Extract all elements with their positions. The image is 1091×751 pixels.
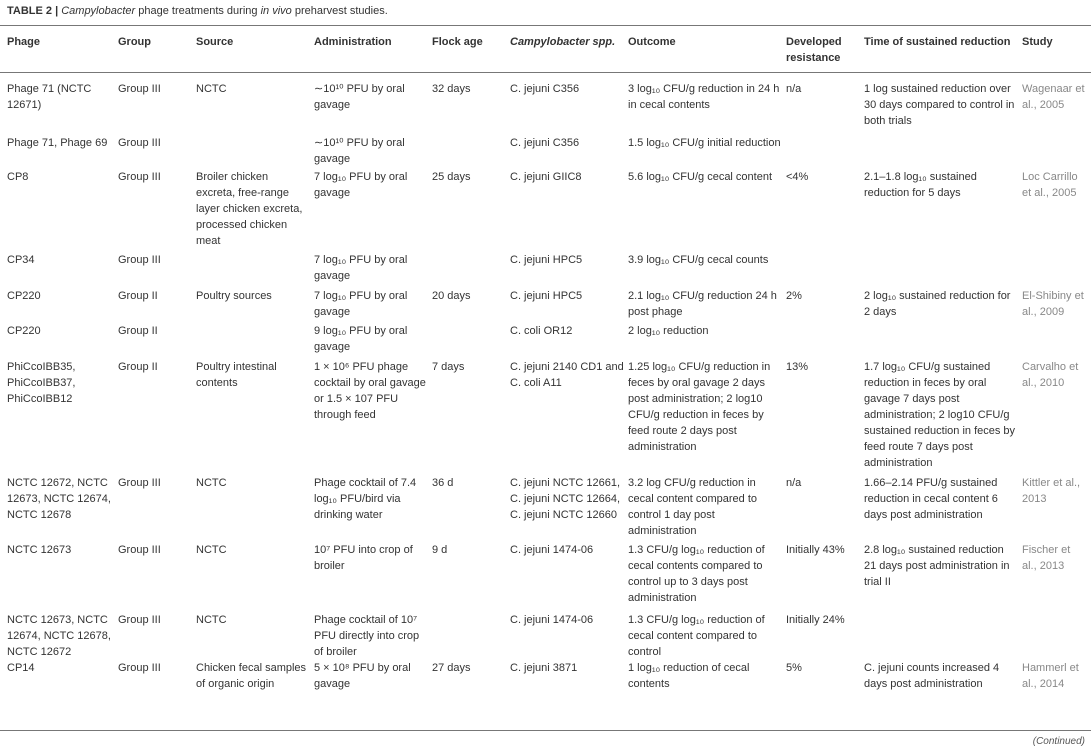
cell-flock-age: 9 d (432, 544, 448, 556)
cell-group: Group III (118, 254, 161, 266)
cell-outcome: 3 log₁₀ CFU/g reduction in 24 h in cecal contents (628, 83, 780, 111)
cell-administration: ∼10¹⁰ PFU by oral gavage (314, 83, 405, 111)
cell-time: 2 log₁₀ sustained reduction for 2 days (864, 290, 1011, 318)
cell-phage: CP8 (7, 171, 29, 183)
cell-outcome: 3.2 log CFU/g reduction in cecal content compared to control 1 day post administration (628, 477, 758, 537)
table-row (0, 539, 1091, 606)
cell-resistance: Initially 43% (786, 544, 845, 556)
cell-phage: NCTC 12673 (7, 544, 72, 556)
cell-source: NCTC (196, 477, 227, 489)
cell-time: 2.8 log₁₀ sustained reduction 21 days post administration in trial II (864, 544, 1010, 588)
col-header-group: Group (118, 30, 196, 73)
cell-flock-age (432, 249, 510, 284)
col-header-study: Study (1022, 30, 1091, 73)
cell-study (1022, 606, 1091, 660)
cell-species: C. jejuni HPC5 (510, 290, 583, 302)
cell-study: Wagenaar et al., 2005 (1022, 83, 1085, 111)
table-label: TABLE 2 | (7, 5, 59, 17)
caption-genus: Campylobacter (61, 5, 136, 17)
cell-outcome: 1.25 log₁₀ CFU/g reduction in feces by oral gavage 2 days post administration; 2 log10 CFU/g reduction in feces by feed route 2 days post administration (628, 361, 771, 453)
cell-flock-age: 7 days (432, 361, 465, 373)
cell-phage: PhiCcoIBB35, PhiCcoIBB37, PhiCcoIBB12 (7, 361, 76, 405)
cell-species: C. jejuni 1474-06 (510, 544, 594, 556)
cell-study (1022, 129, 1091, 167)
cell-phage: Phage 71, Phage 69 (7, 137, 108, 149)
cell-outcome: 1.5 log₁₀ CFU/g initial reduction (628, 137, 781, 149)
cell-group: Group II (118, 325, 158, 337)
cell-source (196, 320, 314, 355)
cell-phage: Phage 71 (NCTC 12671) (7, 83, 92, 111)
cell-time (864, 606, 1022, 660)
cell-time (864, 320, 1022, 355)
cell-resistance: n/a (786, 83, 802, 95)
table-row (0, 73, 1091, 130)
cell-species: C. jejuni C356 (510, 137, 580, 149)
cell-source: NCTC (196, 614, 227, 626)
cell-source: Broiler chicken excreta, free-range layer chicken excreta, processed chicken meat (196, 171, 303, 247)
cell-phage: NCTC 12672, NCTC 12673, NCTC 12674, NCTC 12678 (7, 477, 111, 521)
cell-administration: 9 log₁₀ PFU by oral gavage (314, 325, 408, 353)
bottom-rule (0, 730, 1091, 731)
col-header-species: Campylobacter spp. (510, 30, 628, 73)
cell-species: C. jejuni 3871 (510, 662, 578, 674)
cell-study: Kittler et al., 2013 (1022, 477, 1081, 505)
table-row (0, 606, 1091, 660)
cell-species: C. jejuni GIIC8 (510, 171, 582, 183)
cell-source: NCTC (196, 83, 227, 95)
cell-species: C. coli OR12 (510, 325, 573, 337)
cell-flock-age: 25 days (432, 171, 471, 183)
cell-source: Chicken fecal samples of organic origin (196, 662, 307, 690)
col-header-outcome: Outcome (628, 30, 786, 73)
cell-resistance: 2% (786, 290, 802, 302)
cell-group: Group III (118, 544, 161, 556)
cell-species: C. jejuni C356 (510, 83, 580, 95)
cell-flock-age (432, 320, 510, 355)
cell-group: Group III (118, 83, 161, 95)
col-header-source: Source (196, 30, 314, 73)
table-row (0, 249, 1091, 284)
phage-treatment-table (0, 30, 1091, 692)
cell-phage: CP220 (7, 325, 41, 337)
cell-study: El-Shibiny et al., 2009 (1022, 290, 1084, 318)
col-header-time: Time of sustained reduction (864, 30, 1022, 73)
cell-species: C. jejuni 1474-06 (510, 614, 594, 626)
table-caption (7, 5, 388, 17)
cell-phage: CP220 (7, 290, 41, 302)
cell-administration: 7 log₁₀ PFU by oral gavage (314, 171, 408, 199)
cell-administration: 7 log₁₀ PFU by oral gavage (314, 254, 408, 282)
cell-time (864, 129, 1022, 167)
cell-resistance (786, 320, 864, 355)
cell-time: 1 log sustained reduction over 30 days compared to control in both trials (864, 83, 1015, 127)
cell-resistance (786, 129, 864, 167)
cell-flock-age: 36 d (432, 477, 454, 489)
cell-source: Poultry intestinal contents (196, 361, 277, 389)
col-header-administration: Administration (314, 30, 432, 73)
cell-outcome: 1 log₁₀ reduction of cecal contents (628, 662, 750, 690)
cell-resistance: 5% (786, 662, 802, 674)
cell-source (196, 129, 314, 167)
cell-flock-age: 20 days (432, 290, 471, 302)
table-row (0, 471, 1091, 539)
cell-group: Group III (118, 614, 161, 626)
cell-study: Fischer et al., 2013 (1022, 544, 1071, 572)
cell-resistance: n/a (786, 477, 802, 489)
table-row (0, 167, 1091, 249)
cell-outcome: 5.6 log₁₀ CFU/g cecal content (628, 171, 773, 183)
cell-source: NCTC (196, 544, 227, 556)
cell-phage: CP14 (7, 662, 35, 674)
table-row (0, 320, 1091, 355)
cell-species: C. jejuni 2140 CD1 and C. coli A11 (510, 361, 624, 389)
cell-group: Group II (118, 290, 158, 302)
cell-species: C. jejuni NCTC 12661, C. jejuni NCTC 12664, C. jejuni NCTC 12660 (510, 477, 621, 521)
cell-group: Group III (118, 662, 161, 674)
cell-time: 1.7 log₁₀ CFU/g sustained reduction in feces by oral gavage 7 days post administration; 2 log10 CFU/g sustained reduction in feces by feed route 7 days post administration (864, 361, 1016, 469)
cell-time: 1.66–2.14 PFU/g sustained reduction in cecal content 6 days post administration (864, 477, 998, 521)
cell-group: Group III (118, 137, 161, 149)
cell-group: Group III (118, 171, 161, 183)
cell-study: Carvalho et al., 2010 (1022, 361, 1079, 389)
col-header-phage: Phage (0, 30, 118, 73)
cell-flock-age (432, 606, 510, 660)
cell-resistance: <4% (786, 171, 809, 183)
cell-administration: 7 log₁₀ PFU by oral gavage (314, 290, 408, 318)
cell-flock-age: 27 days (432, 662, 471, 674)
table-row (0, 129, 1091, 167)
continued-note: (Continued) (1032, 736, 1085, 747)
col-header-flock-age: Flock age (432, 30, 510, 73)
cell-administration: Phage cocktail of 10⁷ PFU directly into crop of broiler (314, 614, 420, 658)
cell-flock-age (432, 129, 510, 167)
cell-phage: CP34 (7, 254, 35, 266)
cell-outcome: 3.9 log₁₀ CFU/g cecal counts (628, 254, 769, 266)
cell-time: C. jejuni counts increased 4 days post administration (864, 662, 1000, 690)
caption-in-vivo: in vivo (260, 5, 292, 17)
table-row (0, 284, 1091, 320)
table-body (0, 73, 1091, 693)
cell-source (196, 249, 314, 284)
cell-species: C. jejuni HPC5 (510, 254, 583, 266)
cell-group: Group III (118, 477, 161, 489)
cell-flock-age: 32 days (432, 83, 471, 95)
cell-administration: ∼10¹⁰ PFU by oral gavage (314, 137, 405, 165)
caption-text: phage treatments during (138, 5, 258, 17)
col-header-resistance: Developed resistance (786, 30, 864, 73)
caption-text-end: preharvest studies. (294, 5, 388, 17)
cell-study (1022, 320, 1091, 355)
cell-group: Group II (118, 361, 158, 373)
table-row (0, 355, 1091, 471)
top-rule (0, 25, 1091, 26)
cell-outcome: 1.3 CFU/g log₁₀ reduction of cecal contents compared to control up to 3 days post administration (628, 544, 765, 604)
cell-administration: 1 × 10⁶ PFU phage cocktail by oral gavage or 1.5 × 107 PFU through feed (314, 361, 426, 421)
cell-administration: Phage cocktail of 7.4 log₁₀ PFU/bird via drinking water (314, 477, 417, 521)
cell-study (1022, 249, 1091, 284)
cell-outcome: 2 log₁₀ reduction (628, 325, 709, 337)
cell-phage: NCTC 12673, NCTC 12674, NCTC 12678, NCTC 12672 (7, 614, 111, 658)
cell-study: Loc Carrillo et al., 2005 (1022, 171, 1078, 199)
table-row (0, 660, 1091, 692)
cell-source: Poultry sources (196, 290, 272, 302)
cell-resistance: 13% (786, 361, 809, 373)
cell-administration: 10⁷ PFU into crop of broiler (314, 544, 413, 572)
cell-study: Hammerl et al., 2014 (1022, 662, 1079, 690)
cell-outcome: 1.3 CFU/g log₁₀ reduction of cecal content compared to control (628, 614, 765, 658)
cell-time (864, 249, 1022, 284)
cell-time: 2.1–1.8 log₁₀ sustained reduction for 5 days (864, 171, 977, 199)
cell-outcome: 2.1 log₁₀ CFU/g reduction 24 h post phage (628, 290, 777, 318)
cell-resistance (786, 249, 864, 284)
header-row (0, 30, 1091, 73)
cell-resistance: Initially 24% (786, 614, 845, 626)
cell-administration: 5 × 10⁸ PFU by oral gavage (314, 662, 411, 690)
